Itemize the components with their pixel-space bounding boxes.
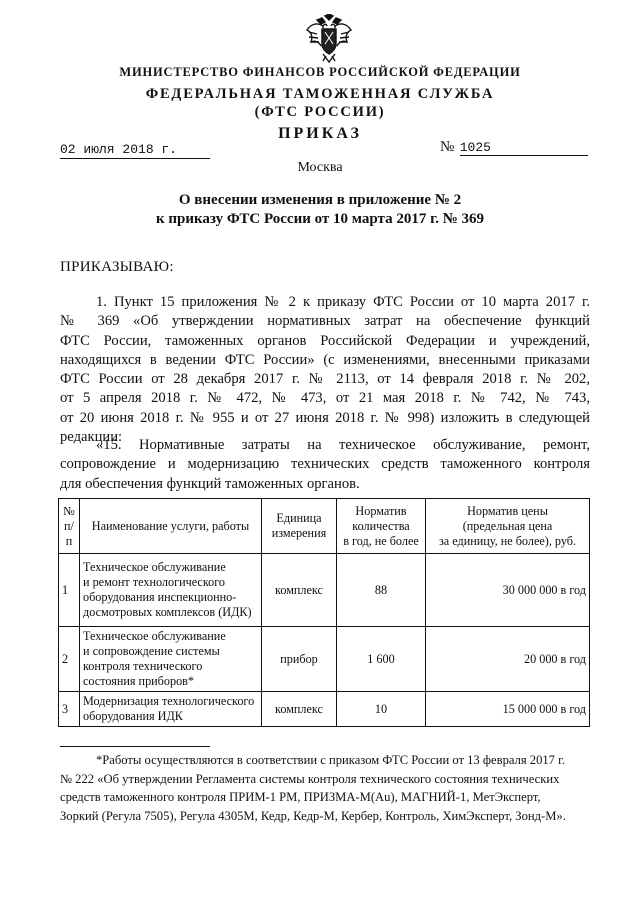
text-line: 1. Пункт 15 приложения № 2 к приказу ФТС России от 10 марта 2017 г. <box>96 294 590 310</box>
cell-unit: комплекс <box>262 554 337 627</box>
table-row <box>59 692 590 727</box>
text-line: находящихся в ведении ФТС России» (с изменениями, внесенными приказами <box>60 351 590 368</box>
cell-text: оборудования инспекционно- <box>83 590 237 604</box>
document-subject <box>0 191 640 229</box>
header-text: № <box>63 503 75 518</box>
cell-qty: 88 <box>337 554 426 627</box>
text-line: ФТС России от 28 декабря 2017 г. № 2113, от 14 февраля 2018 г. № 202, <box>60 371 590 388</box>
cell-price: 20 000 в год <box>426 627 590 692</box>
text-line: от 20 июня 2018 г. № 955 и от 27 июня 2018 г. № 998) изложить в следующей <box>60 409 590 426</box>
header-text: п/п <box>64 518 74 548</box>
cell-name <box>80 627 262 692</box>
cell-qty: 1 600 <box>337 627 426 692</box>
subject-line: к приказу ФТС России от 10 марта 2017 г. № 369 <box>155 211 485 227</box>
cell-price: 15 000 000 в год <box>426 692 590 727</box>
text-line: № 369 «Об утверждении нормативных затрат на обеспечение функций <box>60 313 590 330</box>
decree-word: ПРИКАЗЫВАЮ: <box>60 259 174 275</box>
header-text: за единицу, не более), руб. <box>438 533 577 548</box>
number-sign: № <box>440 139 455 155</box>
table-header-row <box>59 499 590 554</box>
footnote-line: Зоркий (Регула 7505), Регула 4305М, Кедр, Кедр-М, Кербер, Контроль, ХимЭксперт, Зонд-М». <box>60 808 566 823</box>
header-qty <box>337 499 426 554</box>
cell-num: 3 <box>59 692 80 727</box>
cell-name <box>80 554 262 627</box>
text-line: редакции: <box>60 429 123 446</box>
cell-num: 2 <box>59 627 80 692</box>
header-text: в год, не более <box>343 533 419 548</box>
cell-unit: прибор <box>262 627 337 692</box>
order-number <box>440 139 592 156</box>
subject-line: О внесении изменения в приложение № 2 <box>178 192 462 208</box>
cell-text: Модернизация технологического <box>83 694 255 708</box>
header-unit <box>262 499 337 554</box>
cell-text: Техническое обслуживание <box>83 629 226 643</box>
footnote-line: № 222 «Об утверждении Регламента системы контроля технического состояния технических <box>60 771 560 786</box>
order-number-value: 1025 <box>460 140 588 156</box>
cell-name <box>80 692 262 727</box>
cell-text: контроля технического <box>83 659 203 673</box>
text-line: сопровождение и модернизацию технических средств таможенного контроля <box>60 456 590 473</box>
table-row <box>59 554 590 627</box>
cell-text: досмотровых комплексов (ИДК) <box>83 605 252 619</box>
paragraph-2 <box>60 436 590 494</box>
cell-text: оборудования ИДК <box>83 709 183 723</box>
norms-table <box>58 498 590 727</box>
text-line: для обеспечения функций таможенных органов. <box>60 475 360 492</box>
footnote-line: средств таможенного контроля ПРИМ-1 РМ, ПРИЗМА-М(Au), МАГНИЙ-1, МетЭксперт, <box>60 790 541 804</box>
city: Москва <box>297 160 343 175</box>
cell-price: 30 000 000 в год <box>426 554 590 627</box>
header-text: Наименование услуги, работы <box>91 518 250 533</box>
document-type: ПРИКАЗ <box>278 125 362 142</box>
order-date: 02 июля 2018 г. <box>60 142 210 159</box>
footnote <box>60 751 590 825</box>
text-line: «15. Нормативные затраты на техническое обслуживание, ремонт, <box>96 437 590 453</box>
cell-unit: комплекс <box>262 692 337 727</box>
footnote-divider <box>60 746 210 747</box>
header-text: количества <box>352 518 410 533</box>
header-text: (предельная цена <box>462 518 553 533</box>
coat-of-arms-icon <box>303 14 355 64</box>
header-num <box>59 499 80 554</box>
ministry-name: МИНИСТЕРСТВО ФИНАНСОВ РОССИЙСКОЙ ФЕДЕРАЦИИ <box>119 65 521 79</box>
cell-text: и сопровождение системы <box>83 644 220 658</box>
text-line: ФТС России, таможенных органов Российской Федерации и учреждений, <box>60 332 590 349</box>
table-row <box>59 627 590 692</box>
cell-qty: 10 <box>337 692 426 727</box>
header-text: Единица <box>276 511 322 525</box>
footnote-line: *Работы осуществляются в соответствии с приказом ФТС России от 13 февраля 2017 г. <box>96 753 566 767</box>
service-abbrev: (ФТС РОССИИ) <box>254 104 386 120</box>
service-name: ФЕДЕРАЛЬНАЯ ТАМОЖЕННАЯ СЛУЖБА <box>145 86 495 102</box>
paragraph-1 <box>60 293 590 447</box>
cell-num: 1 <box>59 554 80 627</box>
cell-text: и ремонт технологического <box>83 575 226 589</box>
header-text: Норматив цены <box>467 503 548 518</box>
header-name <box>80 499 262 554</box>
cell-text: Техническое обслуживание <box>83 560 226 574</box>
text-line: от 5 апреля 2018 г. № 472, № 473, от 21 мая 2018 г. № 742, № 743, <box>60 390 590 407</box>
header-text: измерения <box>271 526 327 540</box>
cell-text: состояния приборов* <box>83 674 195 688</box>
header-price <box>426 499 590 554</box>
header-text: Норматив <box>355 503 407 518</box>
